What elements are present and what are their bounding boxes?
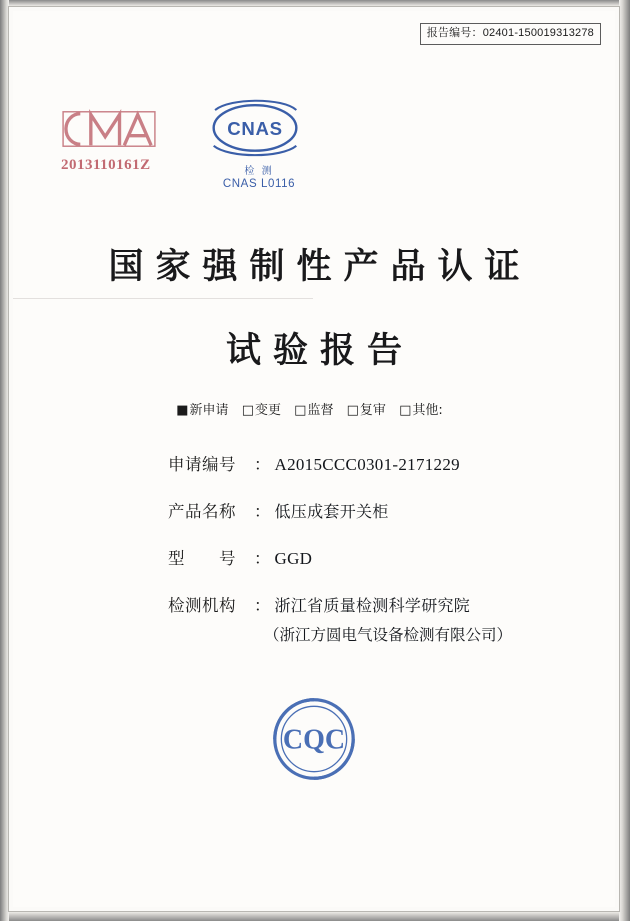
scan-edge-right	[619, 0, 630, 921]
scan-artifact-line	[13, 298, 313, 299]
checkbox-label: 新申请	[189, 403, 229, 418]
checkbox-review[interactable]	[347, 403, 386, 418]
checkbox-box: □	[346, 403, 359, 418]
cnas-code: CNAS L0116	[222, 178, 296, 190]
page-sheet	[13, 11, 615, 907]
field-testing-organization-sub: （浙江方圆电气设备检测有限公司）	[264, 626, 513, 644]
field-label: 检测机构	[168, 596, 236, 615]
cqc-icon	[258, 683, 370, 795]
checkbox-other[interactable]	[399, 403, 443, 418]
cma-code: 2013110161Z	[61, 157, 151, 173]
report-number-box	[420, 23, 601, 45]
checkbox-label: 其他:	[412, 403, 443, 418]
checkbox-new-application[interactable]	[176, 403, 228, 418]
cnas-mark-block	[199, 99, 319, 190]
field-value: 低压成套开关柜	[274, 502, 389, 521]
svg-text:CNAS: CNAS	[227, 117, 283, 139]
field-product-name	[168, 498, 588, 522]
cnas-subtitle: 检 测	[244, 166, 274, 177]
cnas-icon	[199, 99, 311, 161]
checkbox-box: □	[399, 403, 412, 418]
field-value: 浙江省质量检测科学研究院	[274, 596, 471, 615]
cma-mark-block	[61, 107, 191, 174]
field-label: 申请编号	[168, 455, 236, 474]
svg-text:CQC: CQC	[282, 724, 346, 756]
field-colon: ：	[254, 596, 271, 615]
field-model	[168, 545, 588, 569]
field-list	[168, 451, 588, 667]
page-title-line2: 试验报告	[225, 330, 414, 371]
scan-edge-bottom	[0, 911, 630, 921]
checkbox-label: 监督	[307, 403, 334, 418]
checkbox-box: ■	[176, 403, 189, 418]
field-value: A2015CCC0301-2171229	[274, 455, 460, 474]
field-colon: ：	[254, 549, 271, 568]
checkbox-box: □	[294, 403, 307, 418]
field-application-number	[168, 451, 588, 475]
field-colon: ：	[254, 455, 271, 474]
field-colon: ：	[254, 502, 271, 521]
cqc-mark-block	[13, 683, 615, 795]
cma-icon	[61, 107, 157, 151]
field-label: 型 号	[168, 549, 236, 568]
checkbox-supervision[interactable]	[294, 403, 333, 418]
report-number-label: 报告编号：	[426, 26, 483, 39]
field-testing-organization	[168, 592, 588, 616]
checkbox-label: 复审	[359, 403, 386, 418]
checkbox-label: 变更	[255, 403, 282, 418]
checkbox-change[interactable]	[242, 403, 281, 418]
page-title-line1: 国家强制性产品认证	[108, 246, 532, 287]
field-value: GGD	[274, 549, 313, 568]
checkbox-box: □	[241, 403, 254, 418]
field-label: 产品名称	[168, 502, 236, 521]
report-number-value: 02401-150019313278	[482, 27, 594, 39]
application-type-row	[13, 399, 615, 418]
